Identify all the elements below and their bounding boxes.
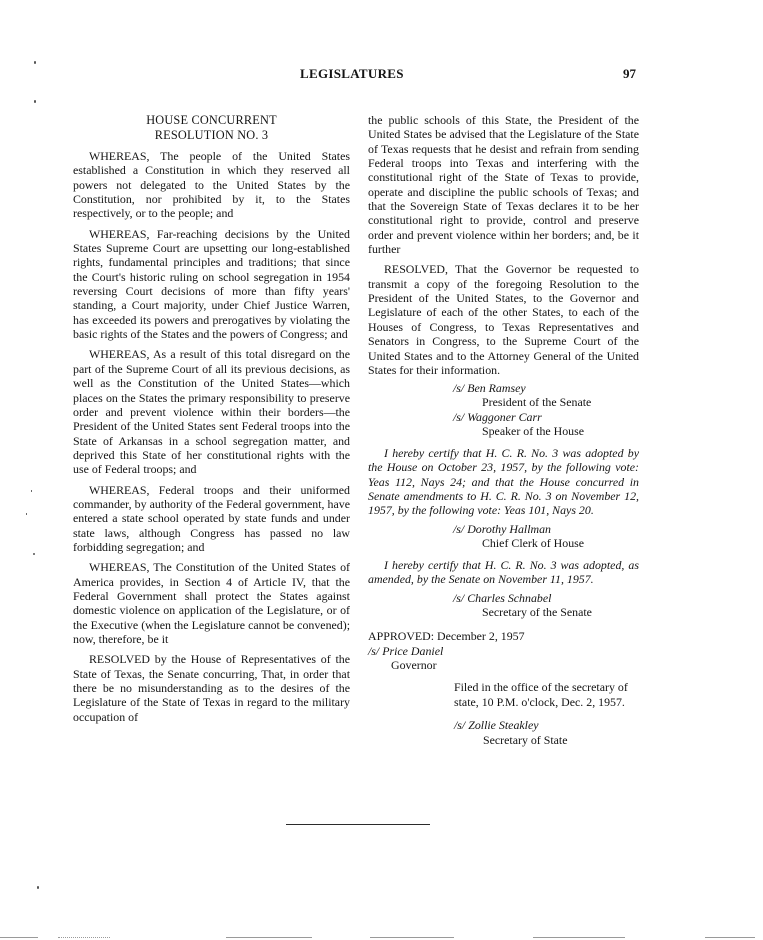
signature-block	[453, 522, 639, 550]
whereas-paragraph: WHEREAS, Federal troops and their uniformed commander, by authority of the Federal government, have entered a state school operated by state funds and under state laws, although Congress has passed no law forbidding segregation; and	[73, 482, 350, 554]
scan-speck	[34, 100, 36, 103]
heading-line: HOUSE CONCURRENT	[146, 113, 277, 127]
house-certification: I hereby certify that H. C. R. No. 3 was adopted by the House on October 23, 1957, by the following vote: Yeas 112, Nays 24; and that the House concurred in Senate amendments to H. C. R. No. 3 on November 12, 1957, by the following vote: Yeas 101, Nays 20.	[368, 446, 639, 518]
signature-block	[454, 718, 639, 747]
scan-speck	[33, 553, 35, 555]
approval-date: APPROVED: December 2, 1957	[368, 629, 525, 644]
footer-rule	[0, 937, 38, 938]
signature-title: Speaker of the House	[482, 423, 585, 438]
signature-block	[453, 381, 639, 409]
governor-signature: /s/ Price Daniel	[368, 643, 444, 658]
signature-title: President of the Senate	[482, 395, 592, 410]
resolved-paragraph: RESOLVED by the House of Representatives of the State of Texas, the Senate concurring, That, in order that there be no misunderstanding as to the desires of the Legislature of the State of Texas in regard to the military occupation of	[73, 652, 350, 724]
scan-speck	[26, 513, 27, 515]
signature-title: Chief Clerk of House	[482, 535, 585, 550]
scan-speck	[37, 886, 39, 889]
scan-speck	[31, 490, 32, 492]
heading-line: RESOLUTION NO. 3	[154, 127, 269, 142]
continuation-paragraph: the public schools of this State, the President of the United States be advised that the Legislature of the State of Texas requests that he desist and refrain from sending Federal troops into Texas and interfering with the constitutional right of the State of Texas to provide, operate and discipline the public schools of Texas; and that the Sovereign State of Texas declares it to be her constitutional right to provide, control and preserve order and prevent violence within her borders; and, be it further	[368, 113, 639, 257]
footer-rule	[226, 937, 312, 938]
whereas-paragraph: WHEREAS, As a result of this total disregard on the part of the Supreme Court of all its previous decisions, as well as the Constitution of the United States—which places on the States the primary responsibility to preserve order and prevent violence within their borders—the President of the United States sent Federal troops into the State of Arkansas in a school segregation matter, and deprived this State of her constitutional rights with the use of Federal troops; and	[73, 347, 350, 477]
signature-title: Secretary of the Senate	[482, 605, 592, 620]
signature-name: /s/ Zollie Steakley	[454, 718, 539, 733]
filing-note: Filed in the office of the secretary of state, 10 P.M. o'clock, Dec. 2, 1957.	[454, 680, 628, 709]
resolution-heading	[73, 113, 350, 142]
signature-block	[453, 410, 639, 438]
running-head	[0, 66, 763, 86]
senate-certification: I hereby certify that H. C. R. No. 3 was adopted, as amended, by the Senate on November 11, 1957.	[368, 558, 639, 587]
signature-name: /s/ Waggoner Carr	[453, 409, 542, 424]
whereas-paragraph: WHEREAS, Far-reaching decisions by the United States Supreme Court are upsetting our long-established rights, fundamental principles and traditions; that since the Court's historic ruling on school segregation in 1954 reversing Court decisions of more than fifty years' standing, a Court majority, under Chief Justice Warren, has exceeded its powers and prerogatives by violating the basic rights of the States and the powers of Congress; and	[73, 226, 350, 342]
right-column	[368, 113, 639, 747]
whereas-paragraph: WHEREAS, The people of the United States established a Constitution in which they reserved all powers not delegated to the United States by the Constitution, nor prohibited by it, to the States respectively, or to the people; and	[73, 149, 350, 221]
left-column	[73, 113, 350, 730]
scan-speck	[34, 61, 36, 64]
footer-rule	[58, 937, 110, 938]
signature-name: /s/ Charles Schnabel	[453, 590, 552, 605]
running-title: LEGISLATURES	[300, 66, 404, 81]
governor-title: Governor	[391, 657, 437, 672]
page-number: 97	[623, 66, 636, 81]
footer-rule	[705, 937, 755, 938]
whereas-paragraph: WHEREAS, The Constitution of the United States of America provides, in Section 4 of Article IV, that the Federal Government shall protect the States against domestic violence on application of the Legislature, or of the Executive (when the Legislature cannot be convened); now, therefore, be it	[73, 560, 350, 646]
footer-rule	[533, 937, 625, 938]
end-rule	[286, 824, 430, 825]
footer-rule	[370, 937, 454, 938]
signature-title: Secretary of State	[483, 732, 568, 747]
resolved-paragraph: RESOLVED, That the Governor be requested to transmit a copy of the foregoing Resolution to the President of the United States, to the Governor and Legislature of each of the other States, to each of the Houses of Congress, to Texas Representatives and Senators in Congress, to the Supreme Court of the United States and to the Attorney General of the United States for their information.	[368, 262, 639, 377]
signature-name: /s/ Dorothy Hallman	[453, 521, 551, 536]
signature-block	[453, 591, 639, 619]
approval-block	[368, 629, 639, 672]
signature-name: /s/ Ben Ramsey	[453, 381, 526, 396]
